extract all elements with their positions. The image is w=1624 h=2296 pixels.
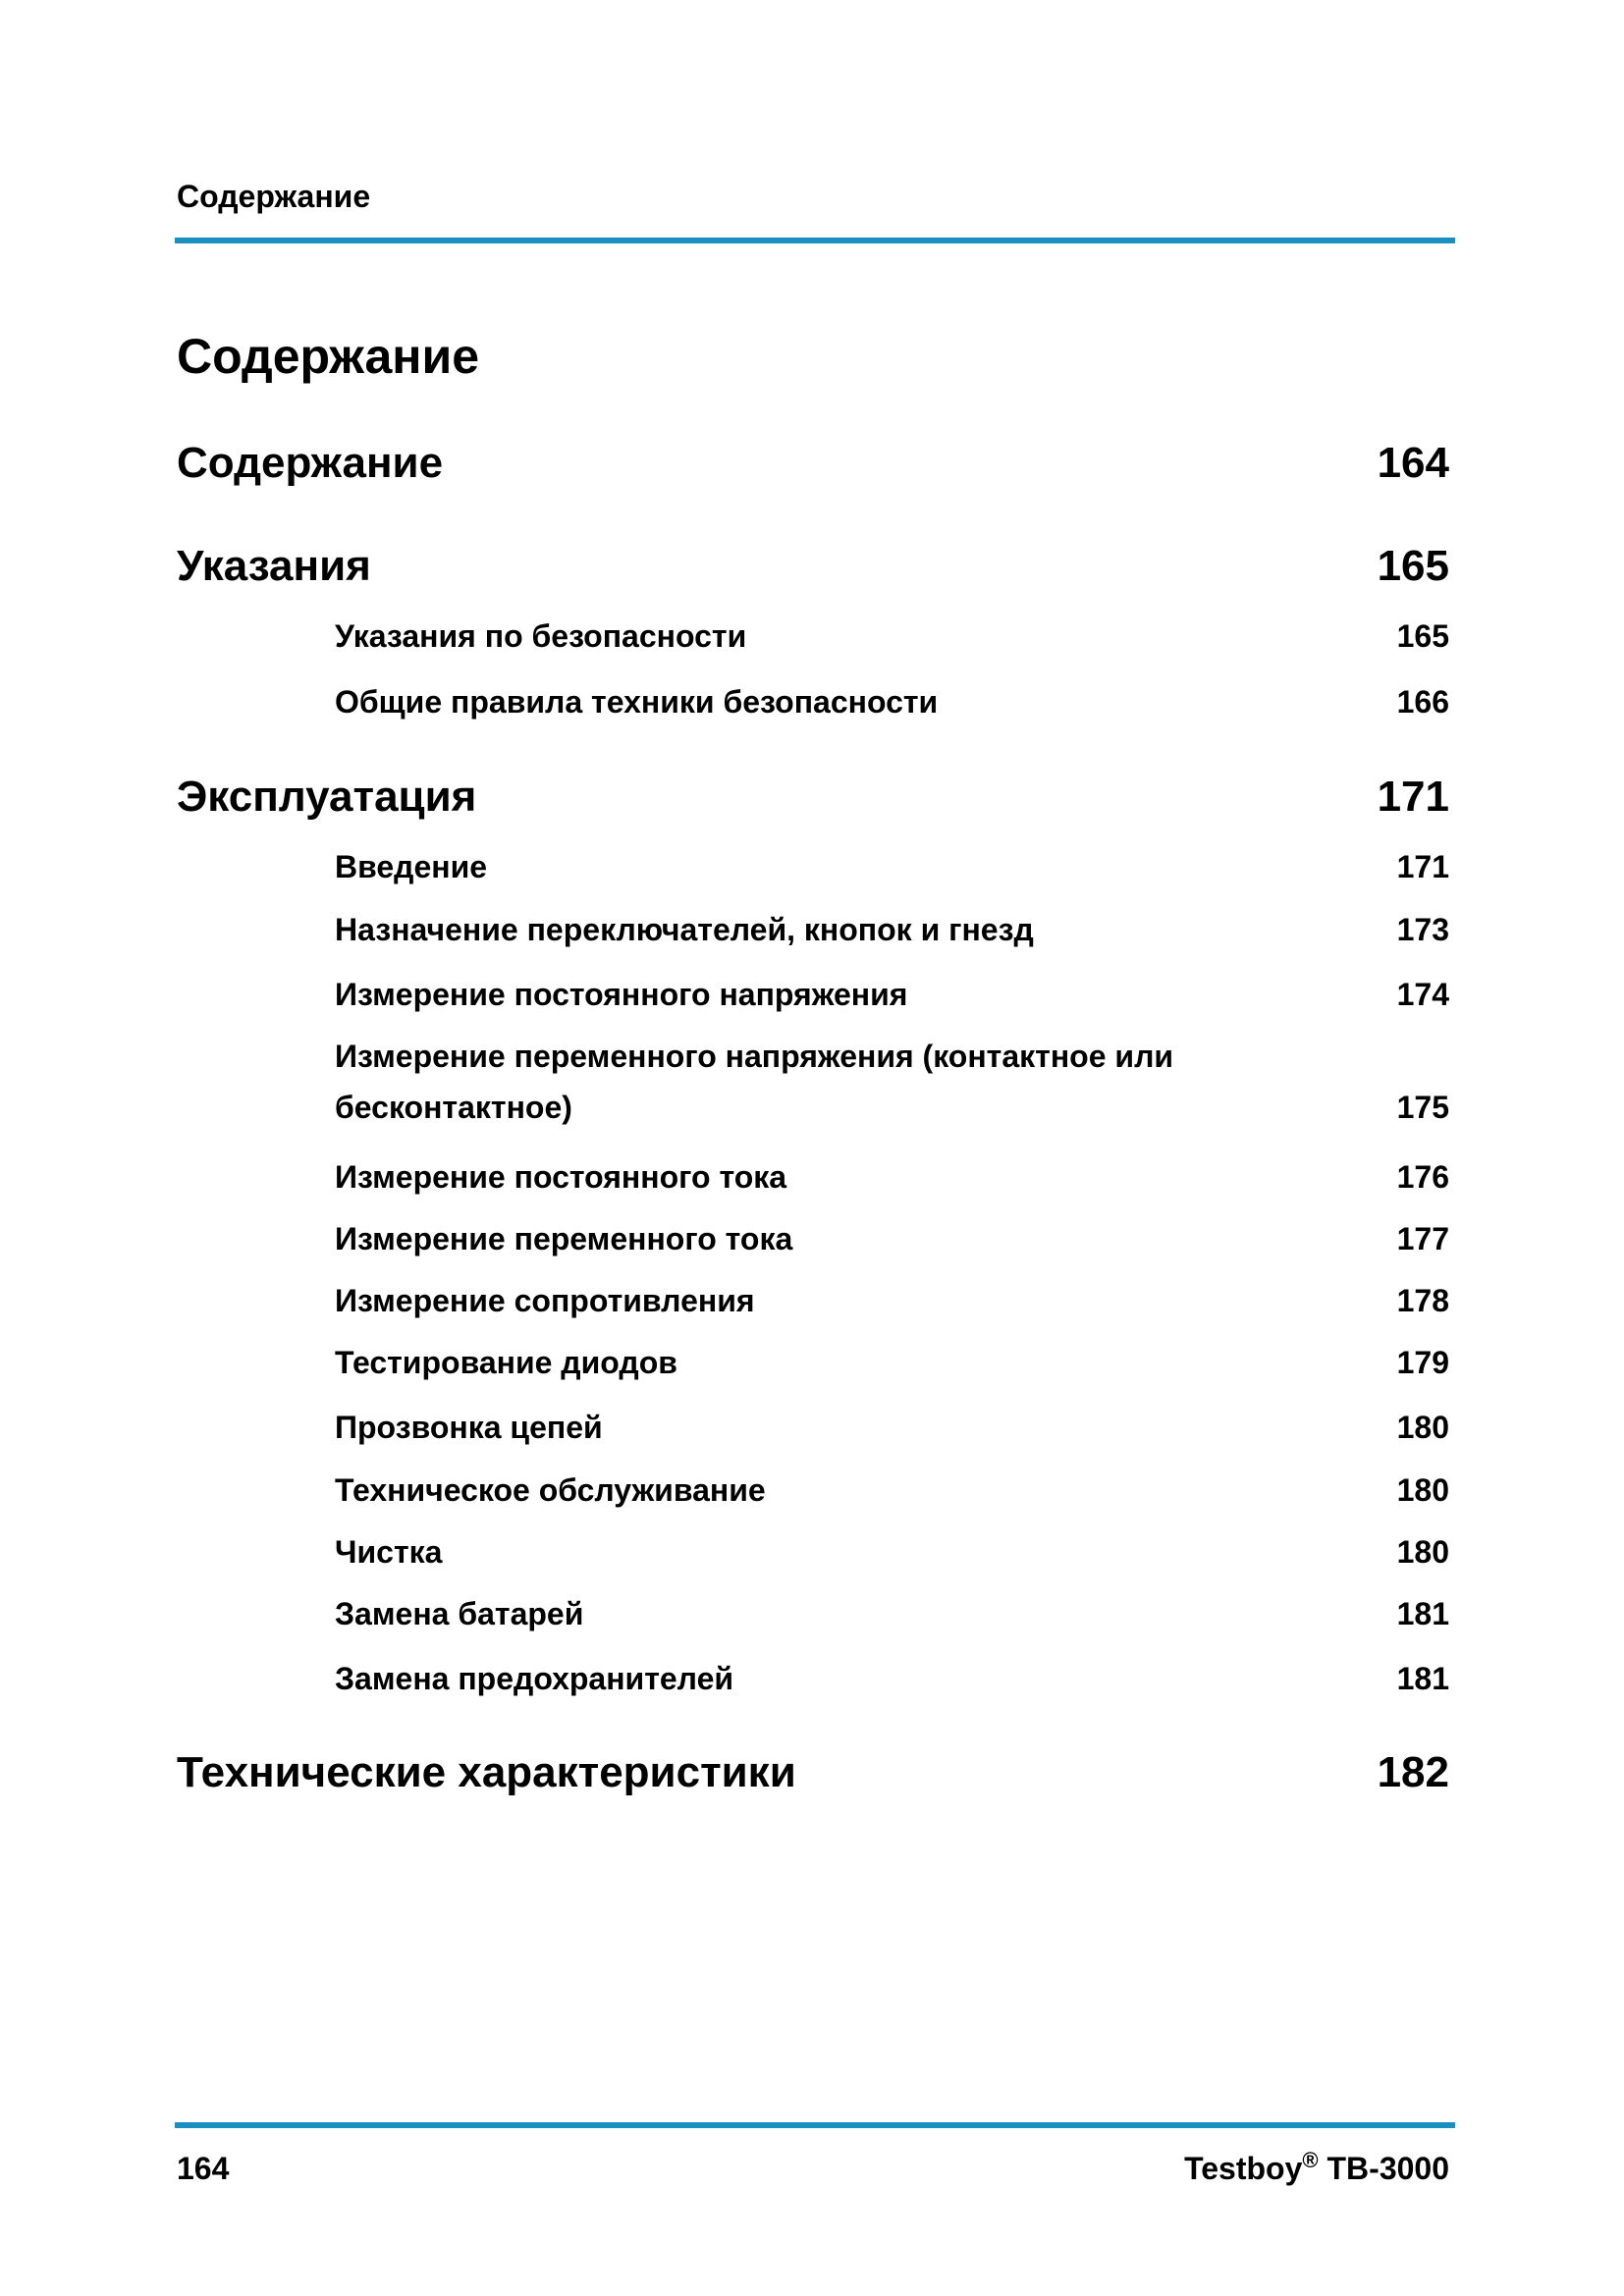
toc-entry-page: 180 <box>1396 1410 1449 1445</box>
toc-entry-page: 175 <box>1396 1090 1449 1125</box>
toc-entry-label: Общие правила техники безопасности <box>335 684 939 720</box>
toc-entry-label: Замена предохранителей <box>335 1661 734 1696</box>
registered-mark: ® <box>1302 2148 1319 2172</box>
toc-entry-label: Содержание <box>177 439 444 487</box>
footer-product-name <box>1184 2150 1449 2187</box>
toc-entry-label: Замена батарей <box>335 1596 584 1631</box>
toc-entry-label: Измерение постоянного тока <box>335 1159 787 1195</box>
toc-entry-label: Назначение переключателей, кнопок и гнезд <box>335 912 1034 947</box>
toc-entry-label: Указания <box>177 542 371 590</box>
toc-entry-label: Измерение переменного напряжения (контактное или бесконтактное) <box>335 1039 1174 1125</box>
toc-entry-label: Чистка <box>335 1534 443 1570</box>
toc-entry-label: Измерение переменного тока <box>335 1221 793 1256</box>
toc-entry-label: Эксплуатация <box>177 773 477 821</box>
footer-rule <box>175 2122 1455 2128</box>
toc-entry-label: Указания по безопасности <box>335 618 747 654</box>
toc-entry-page: 179 <box>1396 1345 1449 1380</box>
toc-entry-page: 177 <box>1396 1221 1449 1256</box>
toc-entry-page: 180 <box>1396 1472 1449 1508</box>
header-rule <box>175 238 1455 243</box>
toc-entry-label: Введение <box>335 849 488 884</box>
running-header: Содержание <box>177 179 371 214</box>
toc-entry-page: 178 <box>1396 1283 1449 1318</box>
toc-entry-page: 181 <box>1396 1596 1449 1631</box>
toc-entry-page: 176 <box>1396 1159 1449 1195</box>
page-title: Содержание <box>177 329 480 384</box>
toc-entry-label: Тестирование диодов <box>335 1345 677 1380</box>
toc-entry-label: Техническое обслуживание <box>335 1472 766 1508</box>
toc-entry-label: Измерение постоянного напряжения <box>335 977 908 1012</box>
toc-entry-page: 174 <box>1396 977 1449 1012</box>
toc-entry-page: 181 <box>1396 1661 1449 1696</box>
toc-entry-page: 182 <box>1377 1748 1449 1796</box>
toc-entry-page: 171 <box>1396 849 1449 884</box>
footer-model: TB-3000 <box>1326 2151 1449 2186</box>
toc-entry-label: Технические характеристики <box>177 1748 796 1796</box>
footer-brand: Testboy <box>1184 2151 1303 2186</box>
toc-entry-page: 164 <box>1377 439 1449 487</box>
toc-entry-page: 171 <box>1377 773 1449 821</box>
toc-entry-label: Измерение сопротивления <box>335 1283 755 1318</box>
toc-entry-page: 165 <box>1396 618 1449 654</box>
toc-entry-page: 180 <box>1396 1534 1449 1570</box>
toc-entry-page: 165 <box>1377 542 1449 590</box>
toc-entry-label: Прозвонка цепей <box>335 1410 603 1445</box>
toc-entry-page: 173 <box>1396 912 1449 947</box>
toc-entry-page: 166 <box>1396 684 1449 720</box>
footer-page-number: 164 <box>177 2151 230 2186</box>
